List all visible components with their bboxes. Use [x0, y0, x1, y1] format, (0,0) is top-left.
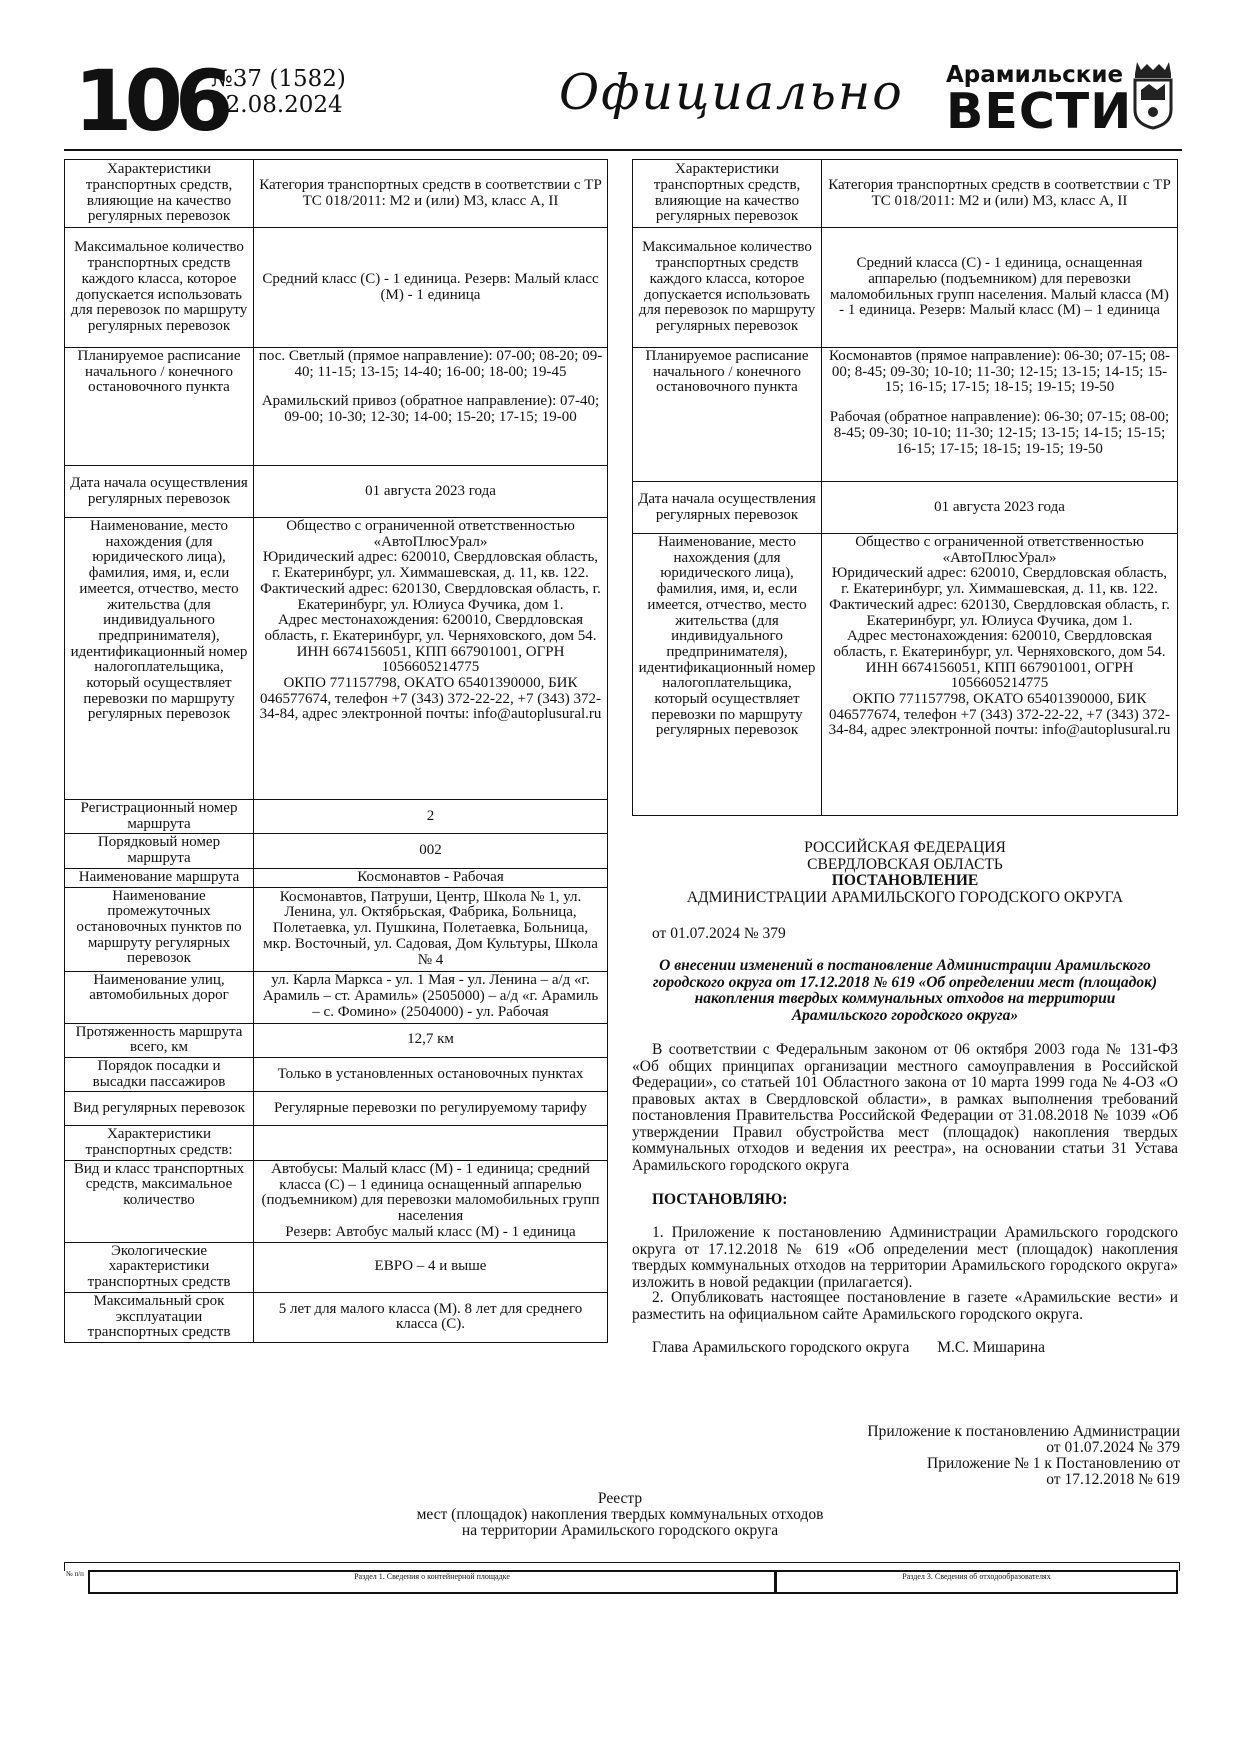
authority: АДМИНИСТРАЦИИ АРАМИЛЬСКОГО ГОРОДСКОГО ОКРУГА [686, 888, 1124, 906]
issue-number: №37 (1582) [211, 66, 346, 92]
row-label: Планируемое расписание начального / конечного остановочного пункта [65, 348, 254, 466]
row-value: Средний класс (С) - 1 единица. Резерв: Малый класс (М) - 1 единица [254, 228, 608, 348]
logo-top-text: Арамильские [946, 62, 1124, 88]
issue-date: 02.08.2024 [211, 92, 343, 118]
row-value: Космонавтов, Патруши, Центр, Школа № 1, ул. Ленина, ул. Октябрьская, Фабрика, Больница, Полетаевка, ул. Пушкина, Полетаевка, Больница, мкр. Восточный, ул. Садовая, Дом Культуры, Школа № 4 [254, 887, 608, 971]
row-label: Вид регулярных перевозок [65, 1092, 254, 1126]
page-number: 106 [74, 52, 226, 150]
rubric-title: Официально [559, 64, 904, 121]
col-number-header: № п/п [66, 1570, 84, 1578]
row-value: Общество с ограниченной ответственностью «АвтоПлюсУрал» Юридический адрес: 620010, Свердловская область, г. Екатеринбург, ул. Химмашевская, д. 11, кв. 122. Фактический адрес: 620130, Свердловская область, г. Екатеринбург, ул. Юлиуса Фучика, дом 1. Адрес местонахождения: 620010, Свердловская область, г. Екатеринбург, ул. Черняховского, дом 54. ИНН 6674156051, КПП 667901001, ОГРН 1056605214775 ОКПО 771157798, ОКАТО 65401390000, БИК 046577674, телефон +7 (343) 372-22-22, +7 (343) 372-34-84, адрес электронной почты: info@autoplusural.ru [254, 518, 608, 800]
registry-table-header [64, 1562, 1178, 1592]
table-row [65, 348, 608, 466]
section-3-header: Раздел 3. Сведения об отходообразователях [775, 1570, 1178, 1594]
page-header [64, 52, 1182, 150]
row-value [254, 1126, 608, 1160]
schedule-forward: Космонавтов (прямое направление): 06-30; 07-15; 08-00; 8-45; 09-30; 10-10; 11-30; 12-15; 13-15; 14-15; 15-15; 16-15; 17-15; 18-15; 19-15; 19-50 [828, 348, 1170, 396]
table-row [65, 1023, 608, 1057]
region: СВЕРДЛОВСКАЯ ОБЛАСТЬ [807, 855, 1003, 873]
row-label: Характеристики транспортных средств, влияющие на качество регулярных перевозок [65, 160, 254, 228]
row-value [254, 348, 608, 466]
row-value: 2 [254, 800, 608, 834]
issue-info [211, 66, 346, 118]
row-label: Дата начала осуществления регулярных перевозок [65, 466, 254, 518]
table-row [65, 887, 608, 971]
registry-title [300, 1491, 940, 1539]
row-label: Порядок посадки и высадки пассажиров [65, 1057, 254, 1091]
table-row [633, 482, 1178, 534]
table-row [633, 348, 1178, 482]
registry-line: Реестр [597, 1490, 643, 1507]
table-row [633, 534, 1178, 816]
row-value: ул. Карла Маркса - ул. 1 Мая - ул. Ленина – а/д «г. Арамиль – ст. Арамиль» (2505000) – а/д «г. Арамиль – с. Фомино» (2504000) - ул. Рабочая [254, 971, 608, 1023]
header-rule [64, 149, 1182, 151]
table-row [65, 1092, 608, 1126]
row-label: Характеристики транспортных средств: [65, 1126, 254, 1160]
row-label: Наименование, место нахождения (для юридического лица), фамилия, имя, и, если имеется, отчество, место жительства (для индивидуального предпринимателя), идентификационный номер налогоплательщика, который осуществляет перевозки по маршруту регулярных перевозок [65, 518, 254, 800]
table-row [65, 1057, 608, 1091]
row-label: Максимальное количество транспортных средств каждого класса, которое допускается использовать для перевозок по маршруту регулярных перевозок [633, 228, 822, 348]
row-label: Наименование, место нахождения (для юридического лица), фамилия, имя, и, если имеется, отчество, место жительства (для индивидуального предпринимателя), идентификационный номер налогоплательщика, который осуществляет перевозки по маршруту регулярных перевозок [633, 534, 822, 816]
row-value: Общество с ограниченной ответственностью «АвтоПлюсУрал» Юридический адрес: 620010, Свердловская область, г. Екатеринбург, ул. Химмашевская, д. 11, кв. 122. Фактический адрес: 620130, Свердловская область, г. Екатеринбург, ул. Юлиуса Фучика, дом 1. Адрес местонахождения: 620010, Свердловская область, г. Екатеринбург, ул. Черняховского, дом 54. ИНН 6674156051, КПП 667901001, ОГРН 1056605214775 ОКПО 771157798, ОКАТО 65401390000, БИК 046577674, телефон +7 (343) 372-22-22, +7 (343) 372-34-84, адрес электронной почты: info@autoplusural.ru [822, 534, 1178, 816]
table-row [65, 1242, 608, 1292]
signature-line [652, 1340, 1198, 1357]
signer-name: М.С. Мишарина [937, 1339, 1046, 1356]
row-value: Автобусы: Малый класс (М) - 1 единица; средний класса (С) – 1 единица оснащенный аппарелью (подъемником) для перевозки маломобильных групп населения Резерв: Автобус малый класс (М) - 1 единица [254, 1160, 608, 1242]
row-label: Максимальный срок эксплуатации транспортных средств [65, 1292, 254, 1342]
row-label: Регистрационный номер маршрута [65, 800, 254, 834]
doc-type: ПОСТАНОВЛЕНИЕ [831, 872, 979, 889]
schedule-forward: пос. Светлый (прямое направление): 07-00; 08-20; 09-40; 11-15; 13-15; 14-40; 16-00; 18-00; 19-45 [258, 348, 603, 380]
schedule-return: Рабочая (обратное направление): 06-30; 07-15; 08-00; 8-45; 09-30; 10-10; 11-30; 12-15; 13-15; 14-15; 15-15; 16-15; 17-15; 18-15; 19-15; 19-50 [829, 409, 1170, 457]
table-row [65, 971, 608, 1023]
row-value: 12,7 км [254, 1023, 608, 1057]
row-value: Категория транспортных средств в соответствии с ТР ТС 018/2011: М2 и (или) М3, класс А, II [822, 160, 1178, 228]
schedule-return: Арамильский привоз (обратное направление): 07-40; 09-00; 10-30; 12-30; 14-00; 15-20; 17-15; 19-00 [261, 393, 600, 426]
route-table-right [632, 159, 1178, 816]
table-row [65, 800, 608, 834]
table-row [633, 160, 1178, 228]
row-label: Характеристики транспортных средств, влияющие на качество регулярных перевозок [633, 160, 822, 228]
resolution-preamble: В соответствии с Федеральным законом от 06 октября 2003 года № 131-ФЗ «Об общих принципах организации местного самоуправления в Российской Федерации», со статьей 101 Областного закона от 10 марта 1999 года № 4-ОЗ «О правовых актах в Свердловской области», в рамках выполнения требований постановления Правительства Российской Федерации от 31.08.2018 № 1039 «Об утверждении Правил обустройства мест (площадок) накопления твердых коммунальных отходов и ведения их реестра», на основании статьи 31 Устава Арамильского городского округа [632, 1041, 1178, 1174]
row-label: Максимальное количество транспортных средств каждого класса, которое допускается использовать для перевозок по маршруту регулярных перевозок [65, 228, 254, 348]
signer-title: Глава Арамильского городского округа [652, 1339, 910, 1356]
row-label: Наименование промежуточных остановочных пунктов по маршруту регулярных перевозок [65, 887, 254, 971]
row-value: Только в установленных остановочных пунктах [254, 1057, 608, 1091]
appendix-line: Приложение № 1 к Постановлению от [927, 1455, 1180, 1472]
resolution-date: от 01.07.2024 № 379 [652, 925, 786, 942]
row-value: Регулярные перевозки по регулируемому тарифу [254, 1092, 608, 1126]
table-row [65, 228, 608, 348]
appendix-note [760, 1424, 1180, 1488]
row-value: Средний класса (С) - 1 единица, оснащенная аппарелью (подъемником) для перевозки маломобильных групп населения. Малый класса (М) - 1 единица. Резерв: Малый класс (М) – 1 единица [822, 228, 1178, 348]
resolution-title: О внесении изменений в постановление Администрации Арамильского городского округа от 17.12.2018 № 619 «Об определении мест (площадок) накопления твердых коммунальных отходов на территории Арамильского городского округа» [652, 957, 1158, 1024]
country: РОССИЙСКАЯ ФЕДЕРАЦИЯ [804, 839, 1006, 856]
row-label: Экологические характеристики транспортных средств [65, 1242, 254, 1292]
row-label: Вид и класс транспортных средств, максимальное количество [65, 1160, 254, 1242]
appendix-line: от 17.12.2018 № 619 [1046, 1471, 1180, 1488]
row-label: Протяженность маршрута всего, км [65, 1023, 254, 1057]
registry-line: мест (площадок) накопления твердых коммунальных отходов [416, 1506, 824, 1523]
table-row [65, 466, 608, 518]
row-value: 002 [254, 834, 608, 868]
table-row [65, 1160, 608, 1242]
logo-bottom-text: ВЕСТИ [946, 83, 1133, 140]
table-row [65, 1292, 608, 1342]
route-table-left [64, 159, 608, 1343]
resolution-item-2: 2. Опубликовать настоящее постановление в газете «Арамильские вести» и разместить на официальном сайте Арамильского городского округа. [632, 1289, 1178, 1323]
row-label: Порядковый номер маршрута [65, 834, 254, 868]
table-row [65, 518, 608, 800]
coat-of-arms-icon [1131, 60, 1175, 130]
row-value: Категория транспортных средств в соответствии с ТР ТС 018/2011: М2 и (или) М3, класс А, II [254, 160, 608, 228]
row-value: 01 августа 2023 года [822, 482, 1178, 534]
table-row [65, 1126, 608, 1160]
row-value [822, 348, 1178, 482]
table-row [65, 834, 608, 868]
decree-word: ПОСТАНОВЛЯЮ: [652, 1191, 788, 1208]
appendix-line: от 01.07.2024 № 379 [1046, 1439, 1180, 1456]
resolution-header [632, 840, 1178, 906]
table-row [633, 228, 1178, 348]
row-label: Планируемое расписание начального / конечного остановочного пункта [633, 348, 822, 482]
table-row [65, 160, 608, 228]
row-value: 01 августа 2023 года [254, 466, 608, 518]
row-label: Наименование маршрута [65, 868, 254, 887]
row-value: 5 лет для малого класса (М). 8 лет для среднего класса (С). [254, 1292, 608, 1342]
row-label: Наименование улиц, автомобильных дорог [65, 971, 254, 1023]
row-label: Дата начала осуществления регулярных перевозок [633, 482, 822, 534]
registry-line: на территории Арамильского городского округа [461, 1522, 779, 1539]
section-1-header: Раздел 1. Сведения о контейнерной площадке [88, 1570, 776, 1594]
appendix-line: Приложение к постановлению Администрации [867, 1423, 1180, 1440]
resolution-item-1: 1. Приложение к постановлению Администрации Арамильского городского округа от 17.12.2018 № 619 «Об определении мест (площадок) накопления твердых коммунальных отходов на территории Арамильского городского округа» изложить в новой редакции (прилагается). [632, 1224, 1178, 1291]
table-row [65, 868, 608, 887]
row-value: Космонавтов - Рабочая [254, 868, 608, 887]
row-value: ЕВРО – 4 и выше [254, 1242, 608, 1292]
